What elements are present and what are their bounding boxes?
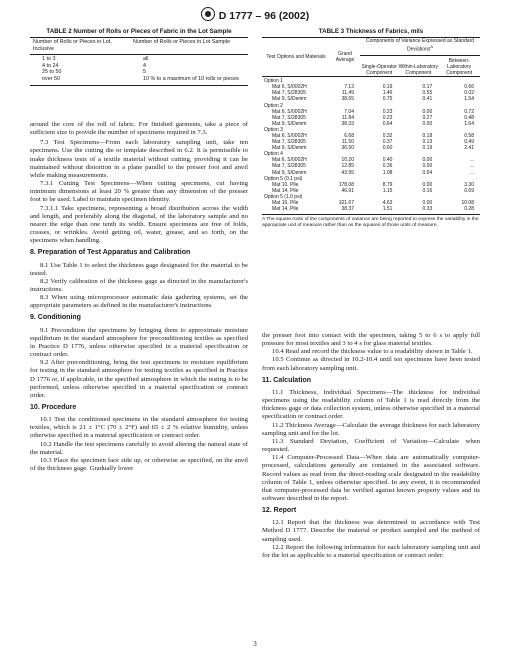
option-label: Option 2 — [264, 102, 283, 109]
material-cell: Mat 6, S/0002H — [272, 157, 307, 164]
option-label: Option 5 (1.0 psi) — [264, 193, 303, 200]
value-cell: 0.75 — [382, 96, 393, 103]
value-cell: 0.19 — [422, 145, 433, 152]
section-heading-8: 8. Preparation of Test Apparatus and Calibration — [30, 249, 191, 257]
value-cell: 0.40 — [382, 157, 393, 164]
value-cell: 0.27 — [422, 114, 433, 121]
paragraph-11-4: 11.4 Computer-Processed Data—When data are automatically computer-processed, calculations generally are contained in the associated software. Record values as read from the direct-reading scale designated in the readability column of Table 1, unless otherwise specified. In any event, it is recommended that computer-processed data be verified against known property values and its software described in the report. — [262, 454, 480, 502]
value-cell: 0.23 — [382, 114, 393, 121]
table3-caption: TABLE 3 Thickness of Fabrics, mils — [318, 28, 424, 35]
paragraph-12-1: 12.1 Report that the thickness was determined in accordance with Test Method D 1777. Describe the material or product sampled and the method of sampling used. — [262, 519, 480, 543]
paragraph: the presser foot into contact with the specimen, taking 5 to 6 s to apply full pressure for most textiles and 3 to 4 s for glass material textiles. — [262, 332, 480, 348]
value-cell: 0.69 — [464, 187, 474, 194]
value-cell: 0.00 — [422, 120, 433, 127]
left-column — [30, 121, 248, 473]
value-cell: 38.37 — [341, 206, 354, 213]
option-label: Option 3 — [264, 126, 283, 133]
paragraph-7-3-1-1: 7.3.1.1 Take specimens, representing a broad distribution across the width and length, and preferably along the diagonal, of the laboratory sample and no nearer the edge than one tenth its width. Ensure specimens are free of folds, creases, or wrinkles. Avoid getting oil, water, grease, and so forth, on the specimens when handling. — [30, 204, 248, 245]
table2-caption: TABLE 2 Number of Rolls or Pieces of Fabric in the Lot Sample — [46, 28, 232, 35]
value-cell: 0.49 — [464, 139, 474, 146]
material-cell: Mat 14, Pile — [272, 187, 299, 194]
value-cell: 11.49 — [341, 90, 354, 97]
paragraph-8-3: 8.3 When using microprocessor automatic data gathering systems, set the appropriate parameters as defined in the manufacturer's instructions. — [30, 294, 248, 310]
paragraph-11-1: 11.1 Thickness, Individual Specimens—The thickness for individual specimens using the readability column of Table 1 is read directly from the thickness gage or data collection system, unless otherwise specified in a material specification or contract order. — [262, 388, 480, 421]
section-heading-9: 9. Conditioning — [30, 314, 81, 322]
value-cell: 11.50 — [341, 139, 354, 146]
paragraph-10-4: 10.4 Read and record the thickness value to a readability shown in Table 1. — [272, 348, 473, 356]
paragraph-7-3: 7.3 Test Specimens—From each laboratory sampling unit, take ten specimens. Use the cutting die or template described in 6.2. It is permissible to make thickness tests of a textile material without cutting, providing it can be maintained without distortion in a plane parallel to the presser foot and anvil while making measurements. — [30, 139, 248, 179]
value-cell: 0.23 — [382, 108, 393, 115]
table3-header-single: Single-Operator Component — [361, 63, 397, 77]
value-cell: 0.36 — [382, 163, 393, 170]
astm-logo-icon — [201, 7, 215, 21]
value-cell: ... — [469, 157, 474, 164]
paragraph-10-2: 10.2 Handle the test specimens carefully to avoid altering the natural state of the material. — [30, 440, 248, 456]
paragraph-10-3: 10.3 Place the specimen face side up, or otherwise as specified, on the anvil of the thickness gage. Gradually lower — [30, 456, 248, 473]
value-cell: 0.16 — [422, 187, 433, 194]
table3-header-within: Within-Laboratory Component — [398, 63, 439, 77]
page-number: 3 — [253, 640, 257, 648]
section-heading-12: 12. Report — [262, 507, 297, 515]
table-row: 1 to 3 all — [42, 56, 149, 63]
table3-header-between: Between-Laboratory Component — [446, 57, 473, 77]
value-cell: 1.64 — [464, 120, 474, 127]
table3-header-components: Components of Variance Expressed as Standard Deviations$^A$ — [360, 38, 480, 55]
value-cell: 0.00 — [422, 157, 433, 164]
material-cell: Mat 9, S/Denim — [272, 96, 307, 103]
material-cell: Mat 6, S/0002H — [272, 84, 307, 91]
value-cell: 3.30 — [464, 181, 474, 188]
material-cell: Mat 7, S/28305 — [272, 139, 306, 146]
value-cell: 0.58 — [464, 132, 474, 139]
paragraph-10-1: 10.1 Test the conditioned specimens in the standard atmosphere for testing textiles, which is 21 ± 1°C (70 ± 2°F) and 65 ± 2 % relative humidity, unless otherwise specified in a material specification or contract order. — [30, 416, 248, 440]
paragraph-12-2: 12.2 Report the following information for each laboratory sampling unit and for the lot as applicable to a material specification or contract order: — [262, 543, 480, 559]
option-label: Option 1 — [264, 78, 283, 85]
paragraph-11-2: 11.2 Thickness Average—Calculate the average thickness for each laboratory sampling unit and for the lot. — [262, 421, 480, 437]
value-cell: 0.60 — [382, 145, 393, 152]
value-cell: 38.65 — [341, 96, 354, 103]
value-cell: 7.04 — [344, 108, 354, 115]
value-cell: 43.95 — [341, 169, 354, 176]
section-heading-11: 11. Calculation — [262, 376, 312, 384]
table-row: over 50 10 % to a maximum of 10 rolls or pieces — [42, 75, 239, 82]
paragraph-10-5: 10.5 Continue as directed in 10.2-10.4 until ten specimens have been tested from each laboratory sampling unit. — [262, 356, 480, 372]
paragraph: around the core of the roll of fabric. For finished garments, take a piece of sufficient size to provide the number of specimens required in 7.3. — [30, 121, 248, 137]
value-cell: 0.64 — [382, 120, 393, 127]
table3-footnote: A The square roots of the components of variance are being reported to express the variability in the appropriate unit of measure rather than as the squares of those units of measure. — [262, 217, 479, 228]
page-header — [0, 7, 510, 22]
table2 — [30, 38, 248, 87]
paragraph-11-3: 11.3 Standard Deviation, Coefficient of Variation—Calculate when requested. — [262, 437, 480, 454]
value-cell: 0.66 — [464, 84, 474, 91]
material-cell: Mat 9, S/Denim — [272, 169, 307, 176]
value-cell: 0.72 — [464, 108, 474, 115]
paragraph-9-1: 9.1 Precondition the specimens by bringing them to approximate moisture equilibrium in the standard atmosphere for preconditioning textiles as specified in Practice D 1776, unless otherwise specified in a material specification or contract order. — [30, 326, 248, 359]
table3 — [262, 38, 480, 215]
value-cell: 0.18 — [422, 132, 433, 139]
material-cell: Mat 7, S/28305 — [272, 163, 306, 170]
material-cell: Mat 7, S/28305 — [272, 114, 306, 121]
section-heading-10: 10. Procedure — [30, 404, 77, 411]
material-cell: Mat 10, Pile — [272, 181, 299, 188]
value-cell: 0.54 — [422, 169, 433, 176]
value-cell: 0.48 — [464, 114, 474, 121]
table2-col1-header: Number of Rolls or Pieces in Lot, Inclusive — [33, 39, 112, 52]
value-cell: 0.02 — [464, 90, 474, 97]
value-cell: 178.08 — [338, 181, 354, 188]
value-cell: 0.13 — [422, 139, 433, 146]
value-cell: 0.00 — [422, 163, 433, 170]
material-cell: Mat 7, S/28305 — [272, 90, 306, 97]
value-cell: 11.84 — [341, 114, 354, 121]
value-cell: 1.51 — [382, 206, 393, 213]
material-cell: Mat 9, S/Denim — [272, 145, 307, 152]
value-cell: 0.00 — [422, 200, 433, 206]
value-cell: 46.91 — [341, 187, 354, 194]
value-cell: 6.68 — [344, 132, 354, 139]
value-cell: 0.28 — [464, 206, 474, 213]
material-cell: Mat 14, Pile — [272, 206, 299, 213]
value-cell: 0.17 — [422, 84, 433, 91]
value-cell: 0.33 — [422, 206, 433, 213]
value-cell: 36.50 — [341, 145, 354, 152]
value-cell: 38.33 — [341, 120, 354, 127]
paragraph-8-1: 8.1 Use Table 1 to select the thickness gage designated for the material to be tested. — [30, 261, 248, 277]
value-cell: 1.46 — [382, 90, 393, 97]
value-cell: 101.67 — [338, 200, 354, 206]
material-cell: Mat 6, S/0002H — [272, 132, 307, 139]
value-cell: 0.32 — [382, 132, 393, 139]
value-cell: ... — [469, 169, 474, 176]
option-label: Option 5 (0.1 psi) — [264, 175, 303, 182]
material-cell: Mat 6, S/0002H — [272, 108, 307, 115]
value-cell: 10.08 — [461, 200, 474, 206]
value-cell: 12.85 — [341, 163, 354, 170]
paragraph-8-2: 8.2 Verify calibration of the thickness gage as directed in the manufacturer's instructions. — [30, 277, 248, 293]
value-cell: 4.63 — [382, 200, 393, 206]
value-cell: 0.55 — [422, 90, 433, 97]
value-cell: 0.00 — [422, 108, 433, 115]
table-row: 4 to 24 4 — [42, 62, 146, 69]
value-cell: 0.00 — [422, 181, 433, 188]
material-cell: Mat 10, Pile — [272, 200, 299, 206]
value-cell: 1.08 — [382, 169, 393, 176]
table3-header-options: Test Options and Materials — [266, 54, 326, 61]
table-row: 25 to 50 5 — [42, 69, 146, 76]
table2-col2-header: Number of Rolls or Pieces in Lot Sample — [133, 39, 231, 45]
value-cell: 10.20 — [341, 157, 354, 164]
value-cell: 0.19 — [382, 84, 393, 91]
value-cell: 7.13 — [344, 84, 354, 91]
paragraph-9-2: 9.2 After preconditioning, bring the test specimens to moisture equilibrium for testing in the standard atmosphere for testing textiles as specified in Practice D 1776 or, if applicable, in the specified atmosphere in which the testing is to be performed, unless otherwise specified in a material specification or contract order. — [30, 359, 248, 399]
value-cell: ... — [469, 163, 474, 170]
value-cell: 8.79 — [382, 181, 393, 188]
value-cell: 2.41 — [464, 145, 474, 152]
paragraph-7-3-1: 7.3.1 Cutting Test Specimens—When cutting specimens, cut having minimum dimensions at least 20 % greater than any dimension of the presser foot to be used. Label to maintain specimen identity. — [30, 180, 248, 204]
value-cell: 1.15 — [382, 187, 393, 194]
table3-header-grand: Grand Average — [335, 50, 355, 64]
value-cell: 1.54 — [464, 96, 474, 103]
material-cell: Mat 9, S/Denim — [272, 120, 307, 127]
right-column — [262, 332, 480, 560]
value-cell: 0.37 — [382, 139, 393, 146]
document-designation: D 1777 – 96 (2002) — [218, 10, 310, 22]
option-label: Option 4 — [264, 151, 283, 158]
value-cell: 0.41 — [422, 96, 433, 103]
